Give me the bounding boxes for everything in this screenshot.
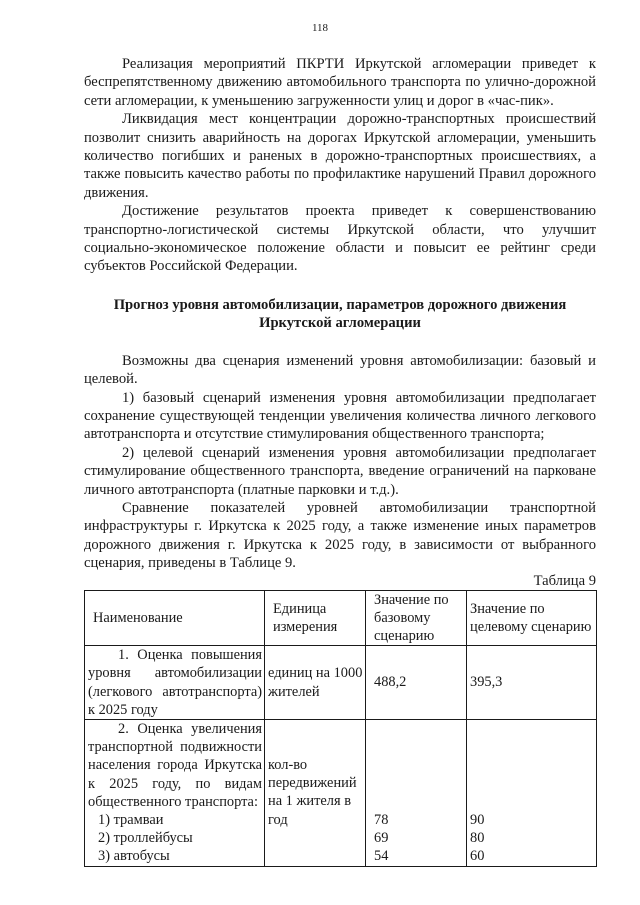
table-header-cell: Значение по целевому сценарию: [467, 590, 597, 646]
table-header-cell: Единица измерения: [265, 590, 366, 646]
row-description: 2. Оценка увеличения транспортной подвижности населения города Иркутска к 2025 году, по видам общественного транспорта:: [88, 720, 262, 810]
table-cell: 395,3: [467, 646, 597, 720]
table-caption: Таблица 9: [533, 572, 596, 589]
value: 54: [374, 848, 389, 865]
unit-text: кол-во передвижений на 1 жителя в год: [268, 756, 357, 828]
value: 69: [374, 830, 389, 847]
table-header-cell: Значение по базовому сценарию: [366, 590, 467, 646]
paragraph: Возможны два сценария изменений уровня автомобилизации: базовый и целевой.: [84, 352, 596, 388]
paragraph: Реализация мероприятий ПКРТИ Иркутской агломерации приведет к беспрепятственному движению автомобильного транспорта по улично-дорожной сети агломерации, к уменьшению загруженности улиц и дорог в «час-пик».: [84, 56, 596, 109]
section-heading: Прогноз уровня автомобилизации, параметров дорожного движения Иркутской агломерации: [113, 296, 567, 332]
table-cell: [467, 719, 597, 866]
page-number: 118: [311, 22, 329, 34]
table-header-row: [85, 590, 597, 646]
paragraph: Достижение результатов проекта приведет к совершенствованию транспортно-логистической системы Иркутской области, что улучшит социально-экономическое положение области и повысит ее рейтинг среди субъектов Российской Федерации.: [84, 203, 596, 275]
list-item: 3) автобусы: [98, 848, 170, 865]
list-item: 1) трамваи: [98, 812, 164, 828]
paragraph: Ликвидация мест концентрации дорожно-транспортных происшествий позволит снизить аварийность на дорогах Иркутской агломерации, уменьшить количество погибших и раненых в дорожно-транспортных происшествиях, а также повысить качество работы по профилактике нарушений Правил дорожного движения.: [84, 111, 596, 201]
value: 90: [470, 811, 485, 828]
paragraph: Сравнение показателей уровней автомобилизации транспортной инфраструктуры г. Иркутска к 2025 году, а также изменение иных параметров дорожного движения г. Иркутска к 2025 году, в зависимости от выбранного сценария, приведены в Таблице 9.: [84, 499, 596, 572]
paragraph: 2) целевой сценарий изменения уровня автомобилизации предполагает стимулирование общественного транспорта, введение ограничений на парковане личного автотранспорта (платные парковки и т.д.).: [84, 444, 596, 498]
table-cell: 1. Оценка повышения уровня автомобилизации (легкового автотранспорта) к 2025 году: [85, 646, 265, 720]
document-body: [84, 55, 596, 867]
value: 60: [470, 848, 485, 865]
table-cell: [85, 719, 265, 866]
paragraph: 1) базовый сценарий изменения уровня автомобилизации предполагает сохранение существующей тенденции увеличения количества личного легкового автотранспорта и отсутствие стимулирования общественного транспорта;: [84, 389, 596, 443]
list-item: 2) троллейбусы: [98, 830, 193, 847]
data-table: [84, 590, 597, 867]
table-row: [85, 719, 597, 866]
table-header-cell: Наименование: [85, 590, 265, 646]
table-cell: [265, 719, 366, 866]
value: 80: [470, 830, 485, 847]
table-cell: 488,2: [366, 646, 467, 720]
table-cell: единиц на 1000 жителей: [265, 646, 366, 720]
table-cell: [366, 719, 467, 866]
value: 78: [374, 811, 389, 828]
table-row: [85, 646, 597, 720]
